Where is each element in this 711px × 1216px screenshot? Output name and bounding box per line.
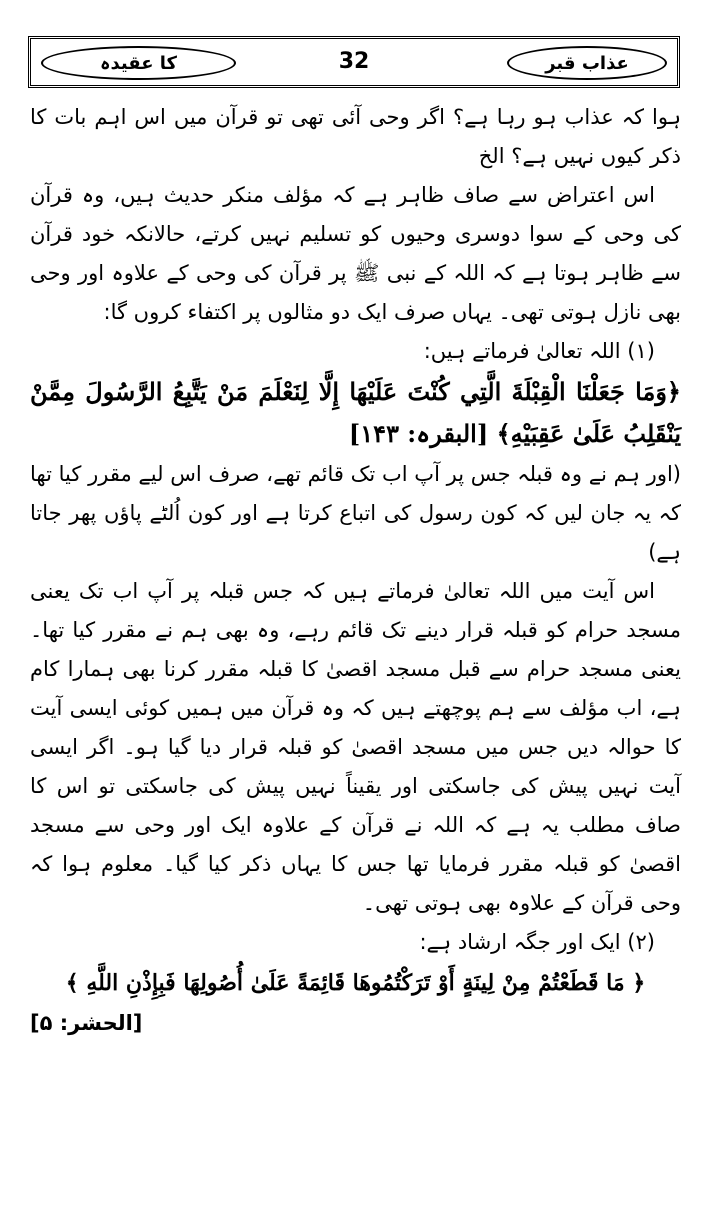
paragraph-example-1: (۱) اللہ تعالیٰ فرماتے ہیں: — [423, 339, 655, 363]
page-number: 32 — [338, 49, 370, 74]
page-header — [28, 36, 680, 88]
book-title-left: کا عقیدہ — [41, 46, 236, 80]
paragraph-objection: اس اعتراض سے صاف ظاہر ہے کہ مؤلف منکر حدیث ہیں، وہ قرآن کی وحی کے سوا دوسری وحیوں کو تسلیم نہیں کرتے، حالانکہ خود قرآن سے ظاہر ہوتا ہے کہ اللہ کے نبی ﷺ پر قرآن کی وحی کے علاوہ اور وحی بھی نازل ہوتی تھی۔ یہاں صرف ایک دو مثالوں پر اکتفاء کروں گا: — [30, 183, 681, 324]
page-body — [30, 98, 681, 1043]
verse-reference: [البقرہ: ۱۴۳] — [348, 419, 489, 448]
paragraph-explanation: اس آیت میں اللہ تعالیٰ فرماتے ہیں کہ جس قبلہ پر آپ اب تک یعنی مسجد حرام کو قبلہ قرار دینے تک قائم رہے، وہ بھی ہم نے مقرر کیا تھا۔ یعنی مسجد حرام سے قبل مسجد اقصیٰ کا قبلہ مقرر کرنا بھی ہمارا کام ہے، اب مؤلف سے ہم پوچھتے ہیں کہ وہ قرآن میں ہمیں کوئی ایسی آیت کا حوالہ دیں جس میں مسجد اقصیٰ کو قبلہ قرار دیا گیا ہو۔ اگر ایسی آیت نہیں پیش کی جاسکتی اور یقیناً نہیں پیش کی جاسکتی تو اس کا صاف مطلب یہ ہے کہ اللہ نے قرآن کے علاوہ ایک اور وحی سے مسجد اقصیٰ کو قبلہ مقرر فرمایا تھا جس کا یہاں ذکر کیا گیا۔ معلوم ہوا کہ وحی قرآن کے علاوہ بھی ہوتی تھی۔ — [30, 579, 681, 915]
verse-translation: (اور ہم نے وہ قبلہ جس پر آپ اب تک قائم تھے، صرف اس لیے مقرر کیا تھا کہ یہ جان لیں کہ کون رسول کی اتباع کرتا ہے اور کون اُلٹے پاؤں پھر جاتا ہے) — [30, 462, 681, 564]
paragraph-example-2: (۲) ایک اور جگہ ارشاد ہے: — [419, 930, 655, 954]
book-title-right: عذاب قبر — [507, 46, 667, 80]
paragraph-intro: ہوا کہ عذاب ہو رہا ہے؟ اگر وحی آئی تھی تو قرآن میں اس اہم بات کا ذکر کیوں نہیں ہے؟ الخ — [30, 105, 681, 168]
quran-verse-baqarah — [30, 371, 681, 455]
verse-reference: [الحشر: ۵] — [30, 1011, 143, 1035]
verse-reference-hashr — [30, 1004, 681, 1043]
verse-text: ﴿وَمَا جَعَلْنَا الْقِبْلَةَ الَّتِي كُنْتَ عَلَيْهَا إِلَّا لِنَعْلَمَ مَنْ يَتَّبِعُ الرَّسُولَ مِمَّنْ يَنْقَلِبُ عَلَىٰ عَقِبَيْهِ﴾ — [30, 377, 681, 448]
quran-verse-hashr: ﴿ مَا قَطَعْتُمْ مِنْ لِينَةٍ أَوْ تَرَكْتُمُوهَا قَائِمَةً عَلَىٰ أُصُولِهَا فَبِإِذْنِ اللَّهِ ﴾ — [65, 970, 646, 996]
